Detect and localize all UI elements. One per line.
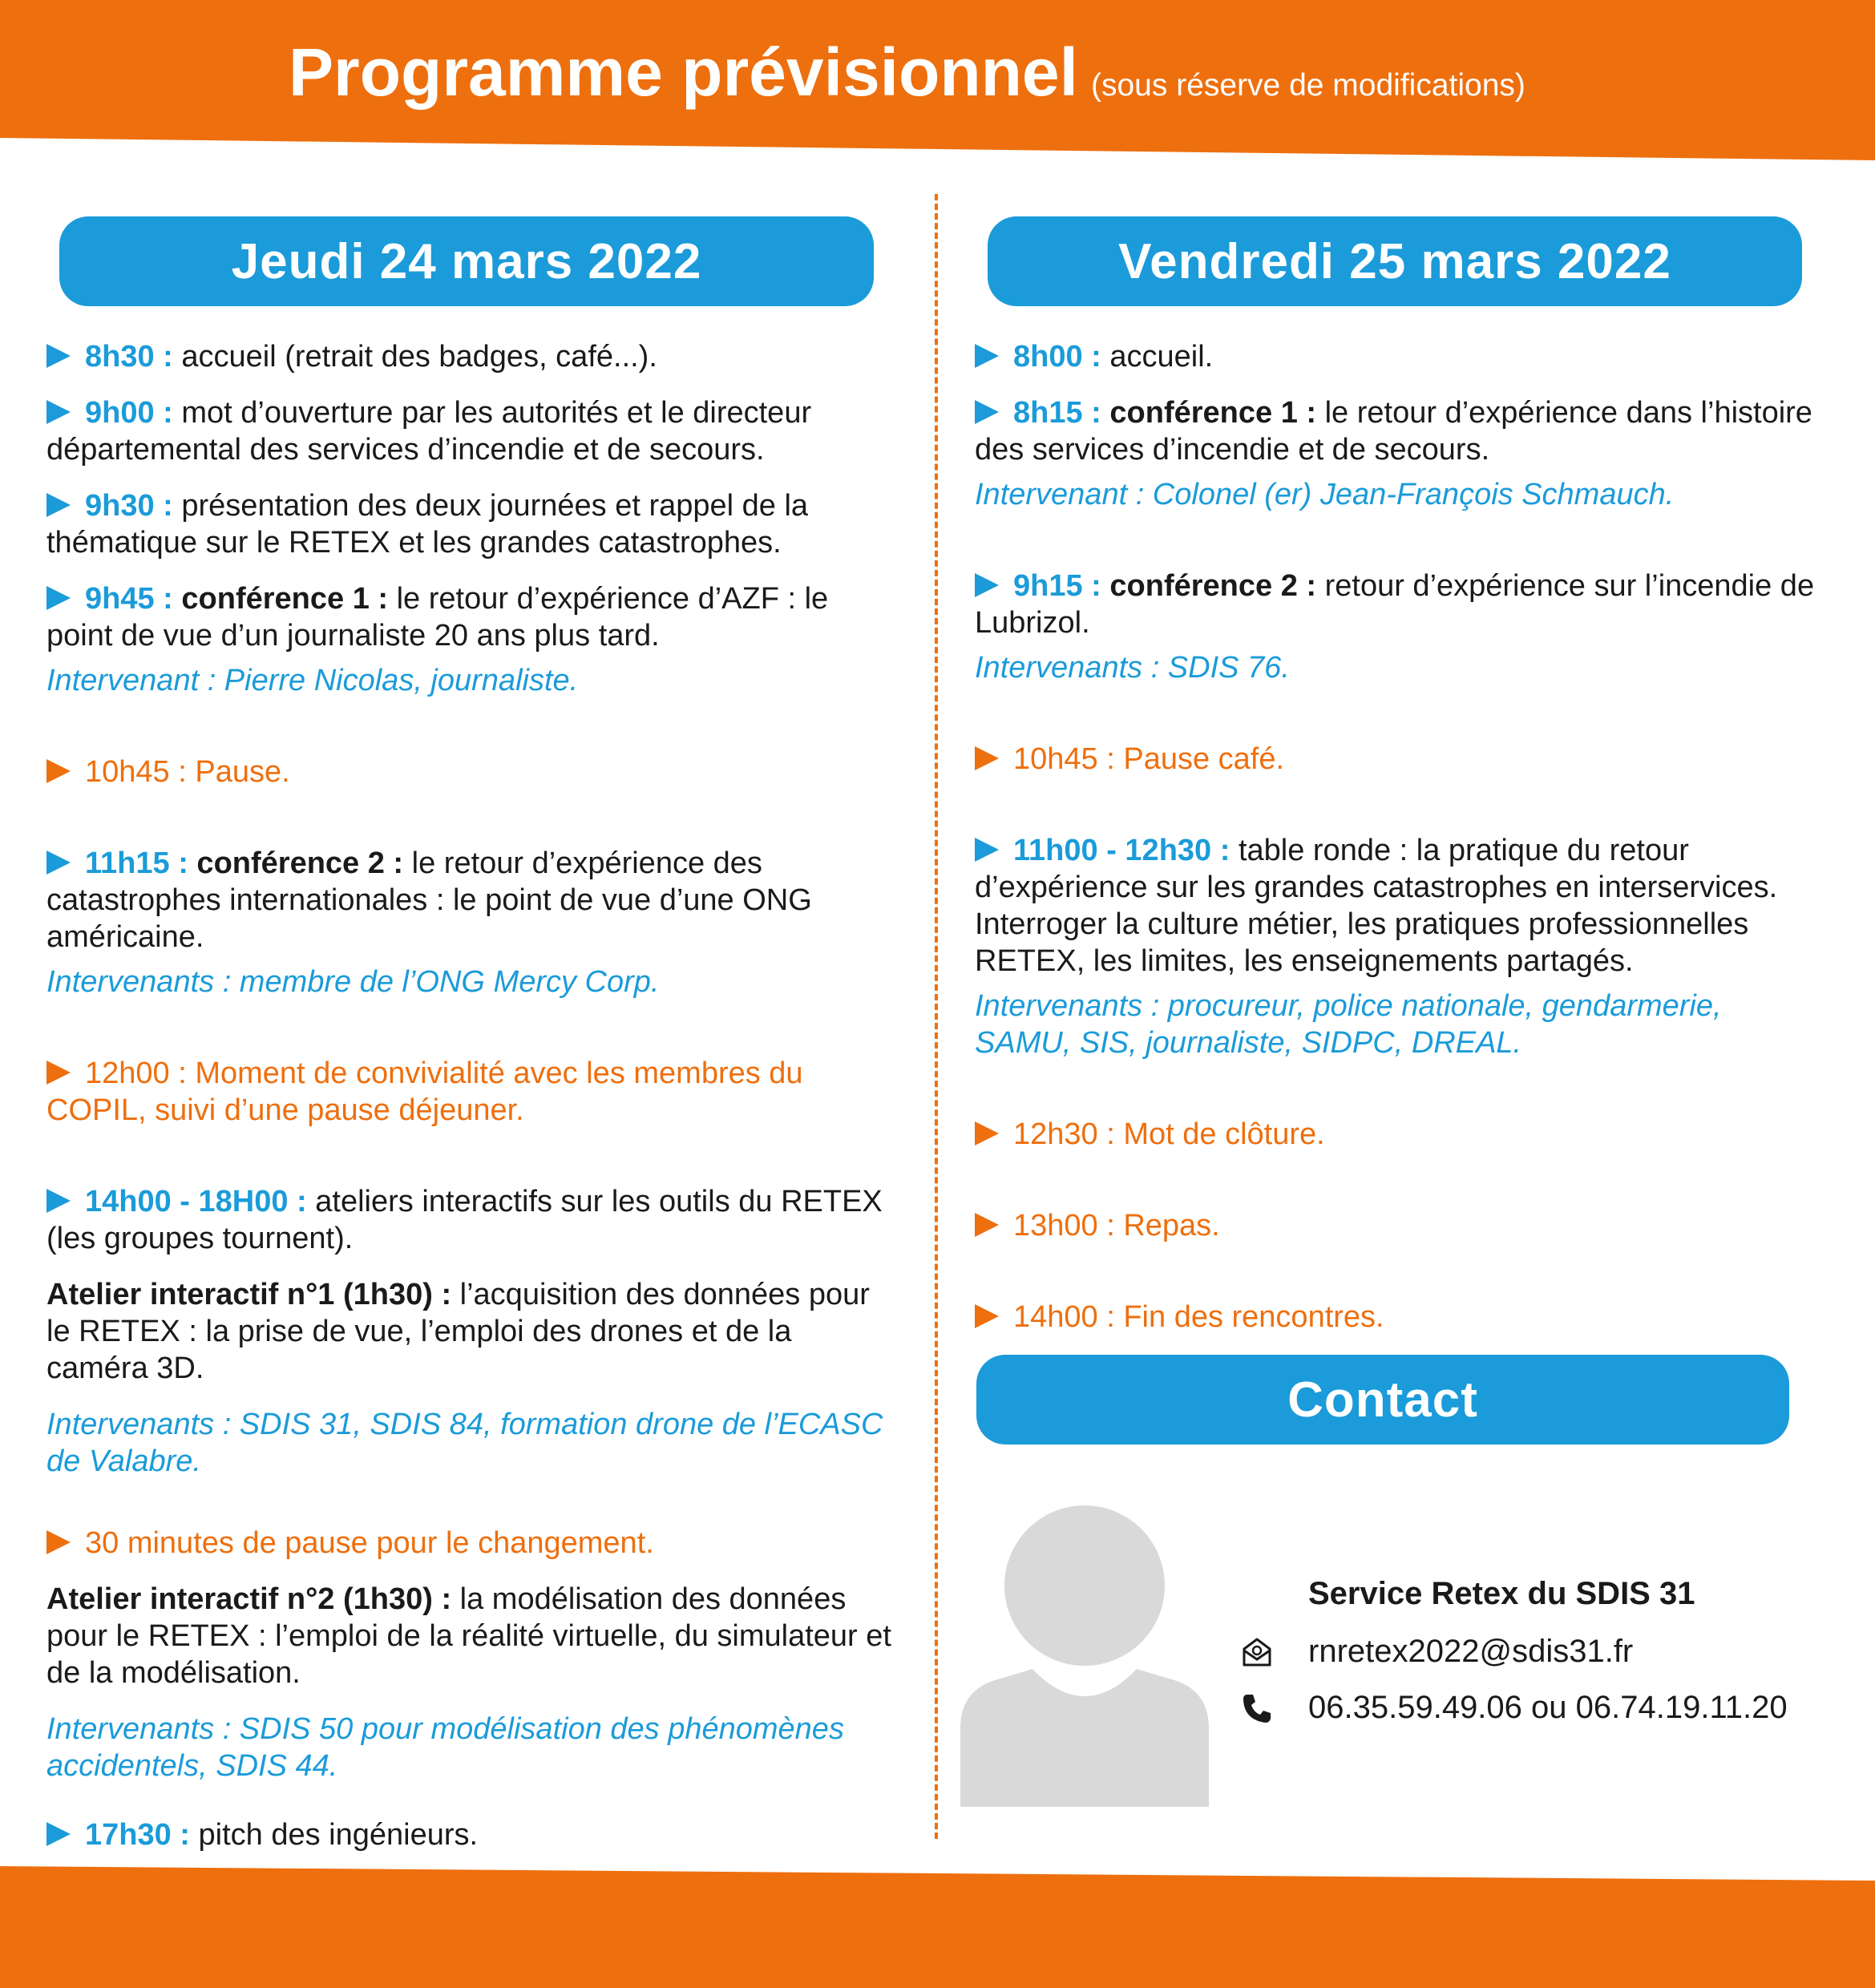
day1-item-1115: 11h15 : conférence 2 : le retour d’expérience des catastrophes internationales : le point de vue d’une ONG américaine. [46, 847, 812, 954]
day1-item-1730: 17h30 : pitch des ingénieurs. [46, 1816, 896, 1853]
page-title-main: Programme prévisionnel [289, 34, 1078, 110]
day1-header: Jeudi 24 mars 2022 [59, 216, 874, 306]
day1-column [46, 216, 896, 1929]
day1-item-1200: 12h00 : Moment de convivialité avec les membres du COPIL, suivi d’une pause déjeuner. [46, 1057, 803, 1127]
contact-header: Contact [976, 1355, 1789, 1445]
column-divider [935, 194, 938, 1839]
day1-speaker-0945: Intervenant : Pierre Nicolas, journaliste. [46, 664, 579, 697]
triangle-bullet-icon [975, 1304, 999, 1328]
day1-item-0900: 9h00 : mot d’ouverture par les autorités et le directeur départemental des services d’incendie et de secours. [46, 396, 812, 467]
day2-item-1100: 11h00 - 12h30 : table ronde : la pratique du retour d’expérience sur les grandes catastrophes en interservices. Interroger la culture métier, les pratiques professionnelles RETEX, les limites, les enseignements partagés. [975, 834, 1778, 978]
day2-item-1230: 12h30 : Mot de clôture. [975, 1116, 1824, 1153]
day2-item-0815: 8h15 : conférence 1 : le retour d’expérience dans l’histoire des services d’incendie et de secours. [975, 396, 1812, 467]
triangle-bullet-icon [975, 400, 999, 424]
day1-item-0945: 9h45 : conférence 1 : le retour d’expérience d’AZF : le point de vue d’un journaliste 20 ans plus tard. [46, 582, 829, 653]
day2-item-0915: 9h15 : conférence 2 : retour d’expérience sur l’incendie de Lubrizol. [975, 569, 1815, 640]
triangle-bullet-icon [975, 838, 999, 862]
contact-email[interactable]: rnretex2022@sdis31.fr [1308, 1634, 1634, 1669]
day2-speaker-0815: Intervenant : Colonel (er) Jean-François Schmauch. [975, 478, 1675, 511]
triangle-bullet-icon [46, 586, 71, 610]
day1-speaker-workshop-1: Intervenants : SDIS 31, SDIS 84, formation drone de l’ECASC de Valabre. [46, 1408, 883, 1478]
day2-speaker-1100: Intervenants : procureur, police nationale, gendarmerie, SAMU, SIS, journaliste, SIDPC, DREAL. [975, 989, 1722, 1060]
avatar-placeholder-icon [960, 1491, 1209, 1807]
triangle-bullet-icon [46, 1061, 71, 1085]
day1-item-1400: 14h00 - 18H00 : ateliers interactifs sur les outils du RETEX (les groupes tournent). [46, 1185, 883, 1255]
day2-item-1400: 14h00 : Fin des rencontres. [975, 1299, 1824, 1335]
triangle-bullet-icon [975, 573, 999, 597]
day1-workshop-1: Atelier interactif n°1 (1h30) : l’acquisition des données pour le RETEX : la prise de vue, l’emploi des drones et de la caméra 3D. [46, 1278, 870, 1385]
triangle-bullet-icon [46, 759, 71, 783]
triangle-bullet-icon [975, 1121, 999, 1146]
triangle-bullet-icon [975, 746, 999, 770]
contact-phone-row [1241, 1690, 1788, 1726]
triangle-bullet-icon [975, 1213, 999, 1237]
triangle-bullet-icon [46, 851, 71, 875]
day1-item-pause-change: 30 minutes de pause pour le changement. [46, 1525, 896, 1562]
triangle-bullet-icon [46, 1189, 71, 1213]
triangle-bullet-icon [46, 344, 71, 368]
day1-speaker-workshop-2: Intervenants : SDIS 50 pour modélisation des phénomènes accidentels, SDIS 44. [46, 1712, 844, 1783]
day1-workshop-2: Atelier interactif n°2 (1h30) : la modélisation des données pour le RETEX : l’emploi de la réalité virtuelle, du simulateur et de la modélisation. [46, 1582, 891, 1690]
day2-speaker-0915: Intervenants : SDIS 76. [975, 651, 1290, 685]
day1-speaker-1115: Intervenants : membre de l’ONG Mercy Corp. [46, 965, 660, 999]
triangle-bullet-icon [46, 1530, 71, 1554]
triangle-bullet-icon [46, 1822, 71, 1846]
day1-item-0830: 8h30 : accueil (retrait des badges, café...). [46, 338, 896, 375]
email-icon [1241, 1636, 1273, 1668]
day2-item-1045-pause: 10h45 : Pause café. [975, 741, 1824, 778]
day1-item-1045-pause: 10h45 : Pause. [46, 754, 896, 790]
day1-item-0930: 9h30 : présentation des deux journées et rappel de la thématique sur le RETEX et les grandes catastrophes. [46, 489, 809, 560]
phone-icon [1241, 1692, 1273, 1724]
day2-item-0800: 8h00 : accueil. [975, 338, 1824, 375]
contact-organization: Service Retex du SDIS 31 [1308, 1576, 1695, 1611]
day2-item-1300: 13h00 : Repas. [975, 1207, 1824, 1244]
page-title-note: (sous réserve de modifications) [1091, 68, 1525, 103]
contact-email-row [1241, 1634, 1633, 1670]
triangle-bullet-icon [46, 400, 71, 424]
bottom-banner [0, 1858, 1875, 1988]
page-title [289, 34, 1525, 111]
triangle-bullet-icon [975, 344, 999, 368]
contact-phone[interactable]: 06.35.59.49.06 ou 06.74.19.11.20 [1308, 1690, 1788, 1725]
triangle-bullet-icon [46, 493, 71, 517]
day2-column [975, 216, 1824, 1355]
day2-header: Vendredi 25 mars 2022 [988, 216, 1802, 306]
